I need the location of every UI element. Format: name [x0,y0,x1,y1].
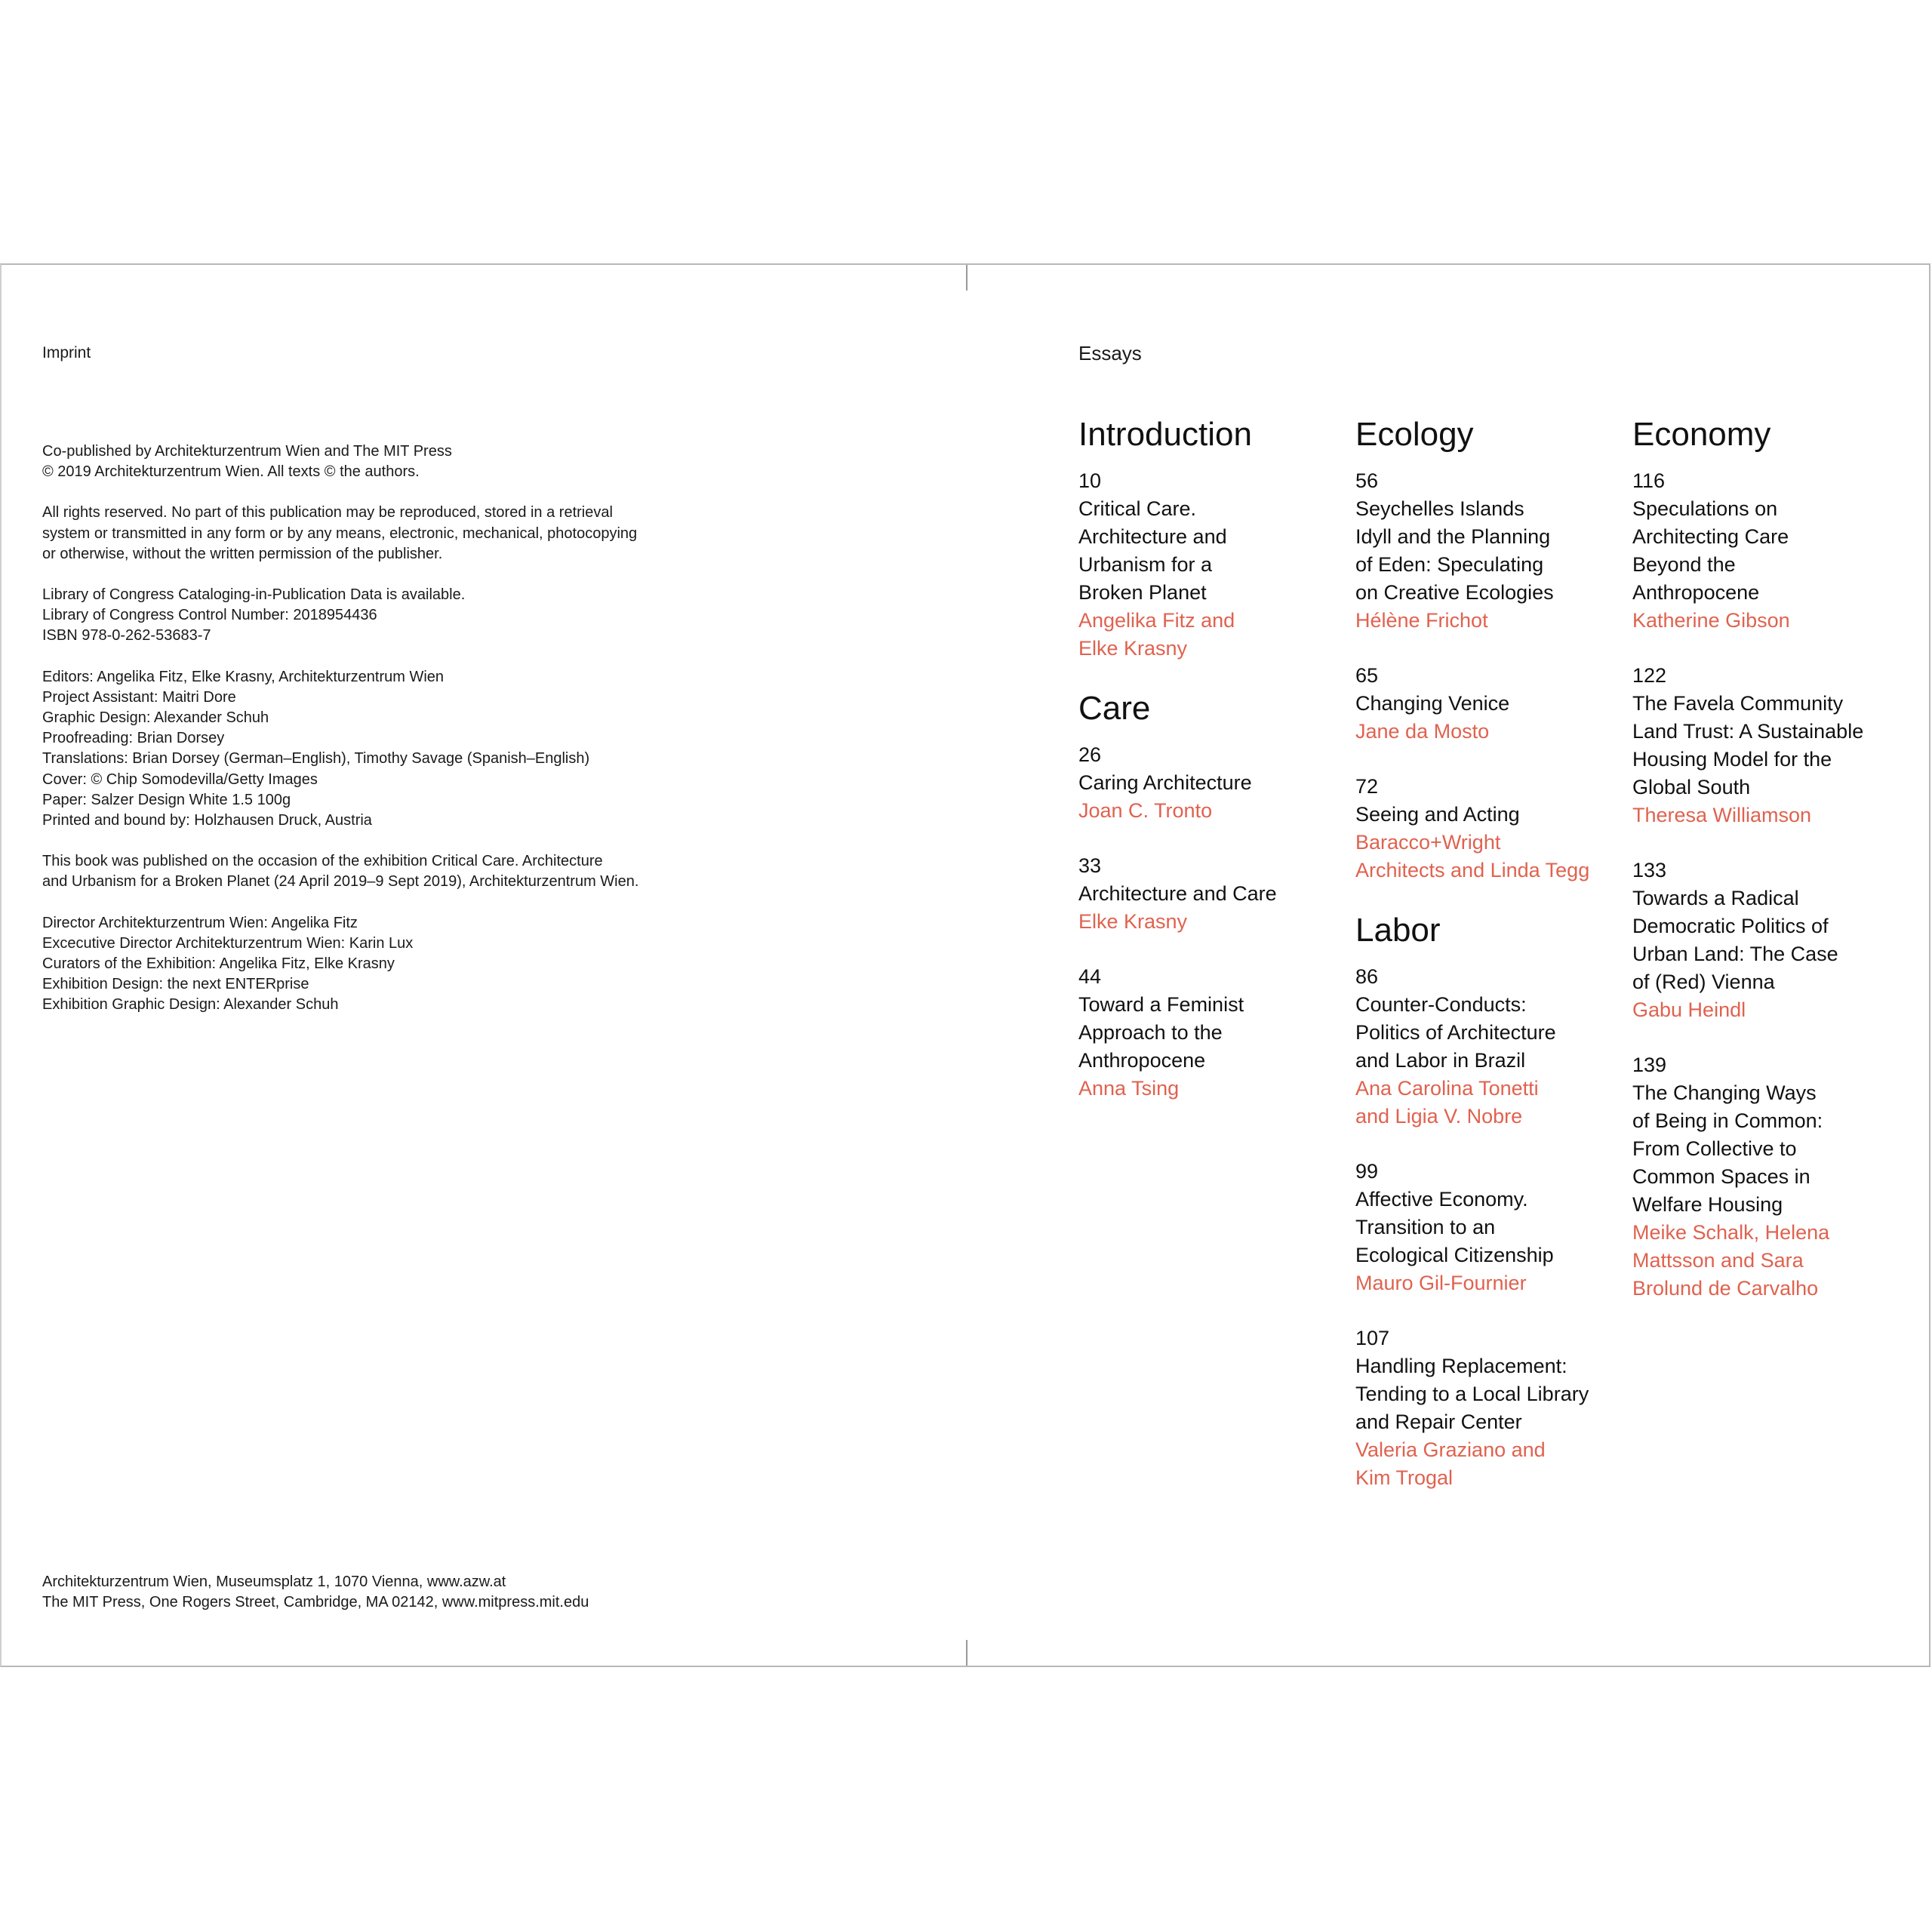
contents-page [1078,265,1909,1666]
essay-author-line: Elke Krasny [1078,637,1188,660]
essay-title-line: Critical Care. [1078,497,1197,520]
essay-author-line: Anna Tsing [1078,1077,1180,1100]
essay-author-line: Mauro Gil-Fournier [1355,1272,1527,1294]
essay-title-line: Democratic Politics of [1632,915,1829,937]
imprint-line: Director Architekturzentrum Wien: Angelika Fitz [42,914,358,931]
essay-title-line: Handling Replacement: [1355,1355,1567,1377]
essay-author-line: Angelika Fitz and [1078,609,1235,632]
essay-title-line: The Changing Ways [1632,1081,1817,1104]
essay-title-line: on Creative Ecologies [1355,581,1554,604]
essay-title-line: Anthropocene [1632,581,1760,604]
imprint-page [42,265,933,1666]
essay-title-line: Urban Land: The Case [1632,943,1838,965]
publisher-address-line: The MIT Press, One Rogers Street, Cambridge, MA 02142, www.mitpress.mit.edu [42,1594,589,1611]
imprint-paragraph [42,851,721,892]
essay-title-line: Affective Economy. [1355,1188,1528,1211]
essay-author-line: Katherine Gibson [1632,609,1790,632]
section-title: Care [1078,690,1151,727]
essay-entry[interactable] [1355,773,1620,884]
imprint-heading: Imprint [42,344,91,361]
essay-entry[interactable] [1355,963,1620,1131]
essay-title-line: Caring Architecture [1078,771,1252,794]
essay-entry[interactable] [1078,852,1343,936]
essay-title-line: Common Spaces in [1632,1165,1810,1188]
contents-section [1078,690,1343,1103]
imprint-line: and Urbanism for a Broken Planet (24 April 2019–9 Sept 2019), Architekturzentrum Wien. [42,873,639,891]
imprint-line: Exhibition Design: the next ENTERprise [42,976,309,993]
essay-entry[interactable] [1632,467,1897,635]
imprint-paragraph [42,667,721,832]
essay-title-line: Seychelles Islands [1355,497,1524,520]
imprint-line: Exhibition Graphic Design: Alexander Schuh [42,996,339,1014]
essay-author-line: Gabu Heindl [1632,998,1746,1021]
imprint-line: Translations: Brian Dorsey (German–English), Timothy Savage (Spanish–English) [42,750,590,768]
imprint-line: Printed and bound by: Holzhausen Druck, Austria [42,812,372,829]
essay-title-line: From Collective to [1632,1137,1797,1160]
essay-title-line: Speculations on [1632,497,1778,520]
imprint-line: Project Assistant: Maitri Dore [42,688,236,706]
essay-entry[interactable] [1078,963,1343,1103]
essay-page-number: 56 [1355,469,1379,492]
essay-page-number: 116 [1632,469,1666,492]
essay-title-line: Land Trust: A Sustainable [1632,720,1864,743]
imprint-line: Editors: Angelika Fitz, Elke Krasny, Architekturzentrum Wien [42,668,445,685]
essay-title-line: Counter-Conducts: [1355,993,1527,1016]
essay-title-line: of Being in Common: [1632,1109,1823,1132]
imprint-paragraph [42,585,721,647]
contents-column-3 [1632,416,1897,1330]
essay-title-line: Ecological Citizenship [1355,1244,1554,1266]
essay-entry[interactable] [1355,467,1620,635]
essay-title-line: Idyll and the Planning [1355,525,1551,548]
essay-title-line: and Labor in Brazil [1355,1049,1526,1072]
imprint-line: ISBN 978-0-262-53683-7 [42,627,211,645]
essay-title-line: of (Red) Vienna [1632,971,1775,993]
imprint-line: Paper: Salzer Design White 1.5 100g [42,791,291,808]
imprint-line: Excecutive Director Architekturzentrum Wien: Karin Lux [42,934,414,952]
essay-title-line: Urbanism for a [1078,553,1213,576]
essay-title-line: Tending to a Local Library [1355,1383,1589,1405]
essay-author-line: Joan C. Tronto [1078,799,1213,822]
essay-title-line: Architecting Care [1632,525,1789,548]
contents-section [1355,912,1620,1492]
essay-title-line: Towards a Radical [1632,887,1799,909]
essay-title-line: Approach to the [1078,1021,1223,1044]
essay-title-line: Architecture and [1078,525,1227,548]
essay-title-line: Global South [1632,776,1751,798]
essay-title-line: Anthropocene [1078,1049,1206,1072]
imprint-line: All rights reserved. No part of this publication may be reproduced, stored in a retrieval [42,504,613,521]
essays-heading: Essays [1078,342,1142,365]
essay-author-line: and Ligia V. Nobre [1355,1105,1523,1128]
essay-entry[interactable] [1355,1158,1620,1297]
imprint-line: Co-published by Architekturzentrum Wien and The MIT Press [42,443,452,460]
imprint-line: This book was published on the occasion of the exhibition Critical Care. Architecture [42,853,603,870]
imprint-footer [42,1572,589,1613]
essay-title-line: Architecture and Care [1078,882,1277,905]
essay-author-line: Valeria Graziano and [1355,1438,1546,1461]
essay-page-number: 86 [1355,965,1379,988]
contents-column-1 [1078,416,1343,1130]
essay-title-line: Housing Model for the [1632,748,1832,771]
essay-page-number: 33 [1078,854,1102,877]
section-title: Ecology [1355,416,1474,453]
imprint-line: Graphic Design: Alexander Schuh [42,709,269,727]
imprint-line: Proofreading: Brian Dorsey [42,730,225,747]
contents-column-2 [1355,416,1620,1519]
essay-title-line: Toward a Feminist [1078,993,1244,1016]
essay-author-line: Architects and Linda Tegg [1355,859,1590,881]
essay-title-line: Politics of Architecture [1355,1021,1556,1044]
essay-author-line: Hélène Frichot [1355,609,1488,632]
essay-author-line: Jane da Mosto [1355,720,1490,743]
essay-entry[interactable] [1078,467,1343,663]
essay-title-line: Beyond the [1632,553,1736,576]
imprint-line: Library of Congress Control Number: 2018954436 [42,607,377,624]
essay-page-number: 10 [1078,469,1102,492]
essay-entry[interactable] [1632,662,1897,829]
essay-title-line: of Eden: Speculating [1355,553,1544,576]
essay-author-line: Meike Schalk, Helena [1632,1221,1830,1244]
imprint-line: system or transmitted in any form or by any means, electronic, mechanical, photocopying [42,525,638,542]
essay-author-line: Brolund de Carvalho [1632,1277,1819,1300]
essay-page-number: 122 [1632,664,1667,687]
essay-title-line: Broken Planet [1078,581,1207,604]
publisher-address-line: Architekturzentrum Wien, Museumsplatz 1, 1070 Vienna, www.azw.at [42,1574,506,1590]
essay-entry[interactable] [1078,741,1343,825]
imprint-line: Library of Congress Cataloging-in-Publication Data is available. [42,586,466,604]
essay-page-number: 72 [1355,775,1379,798]
section-title: Introduction [1078,416,1252,453]
contents-section [1078,416,1343,663]
essay-page-number: 44 [1078,965,1102,988]
imprint-line: Curators of the Exhibition: Angelika Fitz, Elke Krasny [42,955,395,973]
imprint-line: or otherwise, without the written permission of the publisher. [42,545,443,562]
essay-page-number: 139 [1632,1054,1667,1076]
imprint-paragraph [42,913,721,1016]
imprint-paragraph [42,503,721,565]
section-title: Labor [1355,912,1441,949]
book-spread [0,263,1930,1667]
section-title: Economy [1632,416,1771,453]
essay-page-number: 26 [1078,743,1102,766]
essay-title-line: Changing Venice [1355,692,1510,715]
essay-title-line: Transition to an [1355,1216,1496,1238]
imprint-line: Cover: © Chip Somodevilla/Getty Images [42,771,318,788]
essay-author-line: Mattsson and Sara [1632,1249,1804,1272]
essay-entry[interactable] [1355,662,1620,746]
gutter-mark-bottom [966,1640,968,1666]
essay-author-line: Baracco+Wright [1355,831,1501,854]
essay-author-line: Elke Krasny [1078,910,1188,933]
essay-entry[interactable] [1632,1051,1897,1303]
essay-entry[interactable] [1355,1324,1620,1492]
essay-page-number: 133 [1632,859,1667,881]
essay-title-line: Welfare Housing [1632,1193,1783,1216]
essay-author-line: Ana Carolina Tonetti [1355,1077,1539,1100]
essay-author-line: Kim Trogal [1355,1466,1454,1489]
imprint-body [42,441,721,1036]
essay-page-number: 107 [1355,1327,1390,1349]
essay-author-line: Theresa Williamson [1632,804,1812,826]
contents-section [1355,416,1620,884]
contents-section [1632,416,1897,1303]
essay-page-number: 99 [1355,1160,1379,1183]
essay-title-line: The Favela Community [1632,692,1844,715]
essay-title-line: and Repair Center [1355,1411,1522,1433]
essay-entry[interactable] [1632,857,1897,1024]
imprint-line: © 2019 Architekturzentrum Wien. All texts © the authors. [42,463,420,481]
gutter-mark-top [966,265,968,291]
essay-page-number: 65 [1355,664,1379,687]
imprint-paragraph [42,441,721,482]
essay-title-line: Seeing and Acting [1355,803,1520,826]
